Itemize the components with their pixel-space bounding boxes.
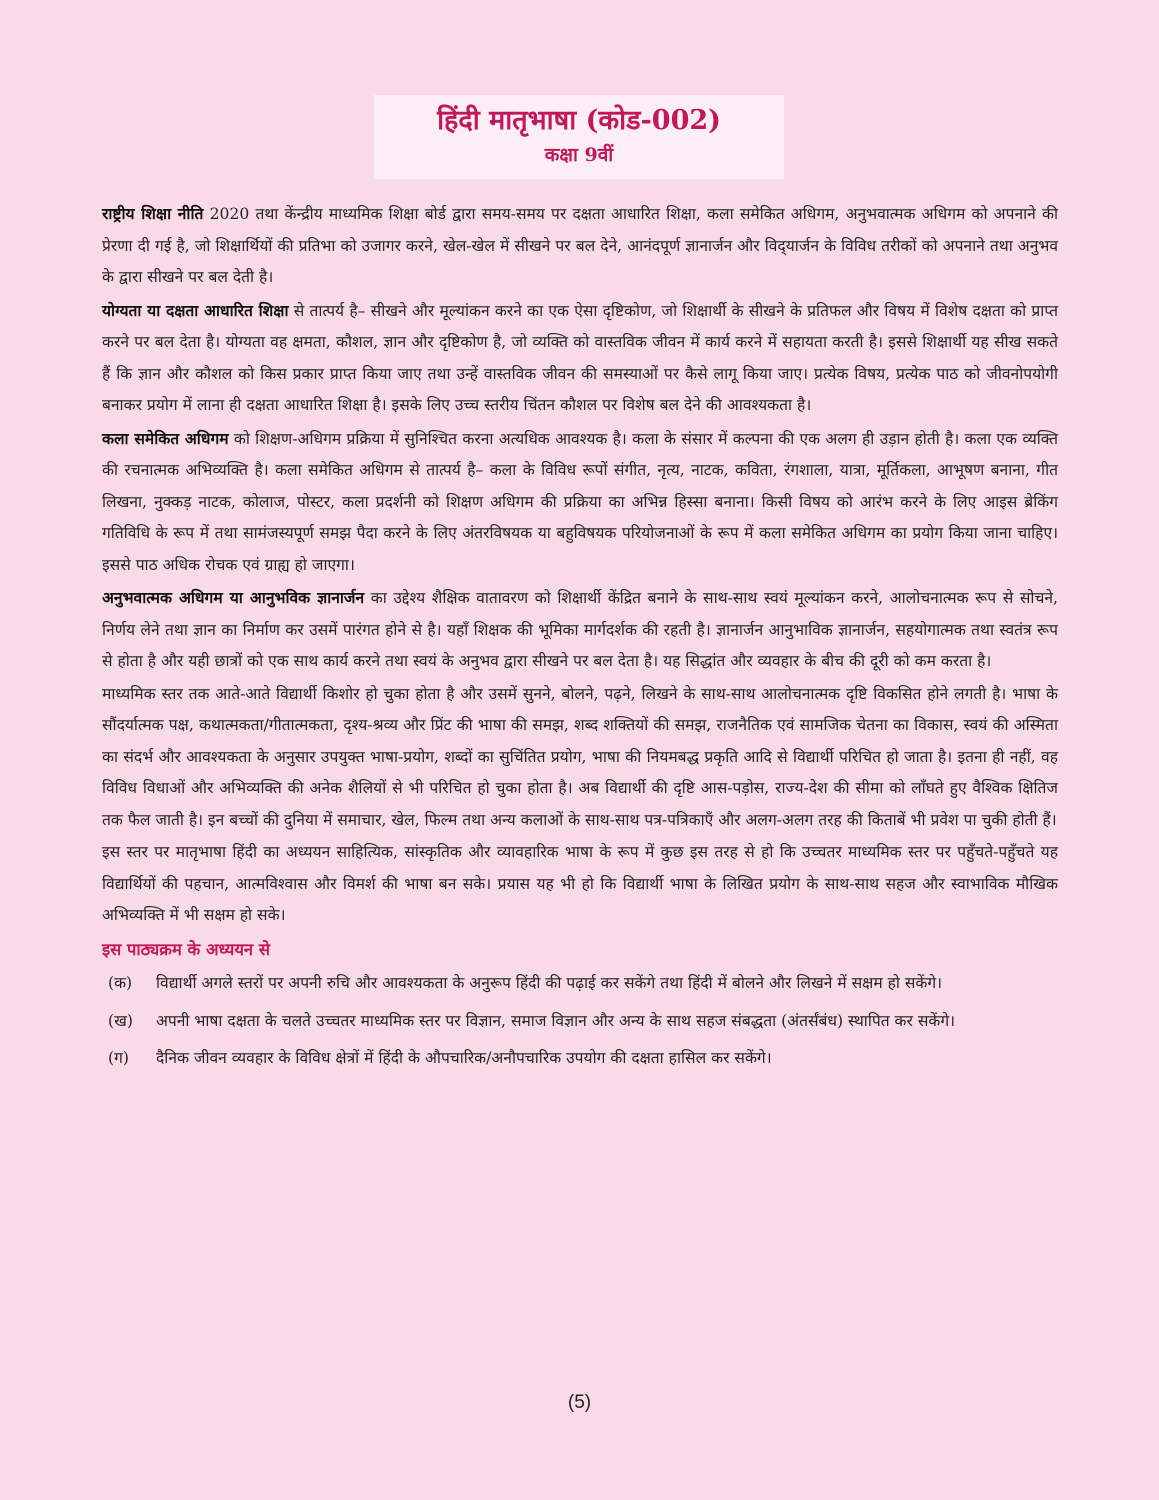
paragraph-nep (102, 198, 1058, 294)
paragraph-experiential (102, 582, 1058, 678)
paragraph-lead: अनुभवात्मक अधिगम या आनुभविक ज्ञानार्जन (102, 588, 365, 607)
document-title: हिंदी मातृभाषा (कोड-002) (437, 105, 721, 136)
objective-marker: (ग) (108, 1049, 129, 1067)
objective-text: दैनिक जीवन व्यवहार के विविध क्षेत्रों में हिंदी के औपचारिक/अनौपचारिक उपयोग की दक्षता हासिल कर सकेंगे। (156, 1049, 772, 1067)
objective-text: अपनी भाषा दक्षता के चलते उच्चतर माध्यमिक स्तर पर विज्ञान, समाज विज्ञान और अन्य के साथ सहज संबद्धता (अंतर्संबंध) स्थापित कर सकेंगे। (156, 1011, 956, 1030)
objective-item (102, 1043, 1058, 1075)
objective-text: विद्यार्थी अगले स्तरों पर अपनी रुचि और आवश्यकता के अनुरूप हिंदी की पढ़ाई कर सकेंगे तथा हिंदी में बोलने और लिखने में सक्षम हो सकेंगे। (156, 974, 943, 992)
paragraph-text: इस स्तर पर मातृभाषा हिंदी का अध्ययन साहित्यिक, सांस्कृतिक और व्यावहारिक भाषा के रूप में कुछ इस तरह से हो कि उच्चतर माध्यमिक स्तर पर पहुँचते-पहुँचते यह विद्यार्थियों की पहचान, आत्मविश्वास और विमर्श की भाषा बन सके। प्रयास यह भी हो कि विद्यार्थी भाषा के लिखित प्रयोग के साथ-साथ सहज और स्वाभाविक मौखिक अभिव्यक्ति में भी सक्षम हो सके। (102, 843, 1058, 924)
paragraph-text: माध्यमिक स्तर तक आते-आते विद्यार्थी किशोर हो चुका होता है और उसमें सुनने, बोलने, पढ़ने, लिखने के साथ-साथ आलोचनात्मक दृष्टि विकसित होने लगती है। भाषा के सौंदर्यात्मक पक्ष, कथात्मकता/गीतात्मकता, दृश्य-श्रव्य और प्रिंट की भाषा की समझ, शब्द शक्तियों की समझ, राजनैतिक एवं सामजिक चेतना का विकास, स्वयं की अस्मिता का संदर्भ और आवश्यकता के अनुसार उपयुक्त भाषा-प्रयोग, शब्दों का सुचिंतित प्रयोग, भाषा की नियमबद्ध प्रकृति आदि से विद्यार्थी परिचित हो जाता है। इतना ही नहीं, वह विविध विधाओं और अभिव्यक्ति की अनेक शैलियों से भी परिचित हो चुका होता है। अब विद्यार्थी की दृष्टि आस-पड़ोस, राज्य-देश की सीमा को लाँघते हुए वैश्विक क्षितिज तक फैल जाती है। इन बच्चों की दुनिया में समाचार, खेल, फिल्म तथा अन्य कलाओं के साथ-साथ पत्र-पत्रिकाएँ और अलग-अलग तरह की किताबें भी प्रवेश पा चुकी होती हैं। (102, 684, 1058, 829)
paragraph-text: 2020 तथा केंन्द्रीय माध्यमिक शिक्षा बोर्ड द्वारा समय-समय पर दक्षता आधारित शिक्षा, कला समेकित अधिगम, अनुभवात्मक अधिगम को अपनाने की प्रेरणा दी गई है, जो शिक्षार्थियों की प्रतिभा को उजागर करने, खेल-खेल में सीखने पर बल देने, आनंदपूर्ण ज्ञानार्जन और विद्‌यार्जन के विविध तरीकों को अपनाने तथा अनुभव के द्वारा सीखने पर बल देती है। (102, 205, 1058, 286)
document-body (102, 198, 1058, 1081)
paragraph-secondary-level (102, 679, 1058, 837)
paragraph-lead: योग्यता या दक्षता आधारित शिक्षा (102, 300, 289, 320)
class-subtitle: कक्षा 9वीं (544, 144, 614, 166)
section-heading: इस पाठ्यक्रम के अध्ययन से (102, 939, 270, 959)
page-number: (5) (567, 1392, 592, 1413)
objective-item (102, 1006, 1058, 1038)
paragraph-text: का उद्देश्य शैक्षिक वातावरण को शिक्षार्थी केंद्रित बनाने के साथ-साथ स्वयं मूल्यांकन करने, आलोचनात्मक रूप से सोचने, निर्णय लेने तथा ज्ञान का निर्माण कर उसमें पारंगत होने से है। यहाँ शिक्षक की भूमिका मार्गदर्शक की रहती है। ज्ञानार्जन आनुभाविक ज्ञानार्जन, सहयोगात्मक तथा स्वतंत्र रूप से होता है और यही छात्रों को एक साथ कार्य करने तथा स्वयं के अनुभव द्वारा सीखने पर बल देता है। यह सिद्धांत और व्यवहार के बीच की दूरी को कम करता है। (102, 589, 1058, 670)
paragraph-text: को शिक्षण-अधिगम प्रक्रिया में सुनिश्चित करना अत्यधिक आवश्यक है। कला के संसार में कल्पना की एक अलग ही उड़ान होती है। कला एक व्यक्ति की रचनात्मक अभिव्यक्ति है। कला समेकित अधिगम से तात्पर्य है– कला के विविध रूपों संगीत, नृत्य, नाटक, कविता, रंगशाला, यात्रा, मूर्तिकला, आभूषण बनाना, गीत लिखना, नुक्कड़ नाटक, कोलाज, पोस्टर, कला प्रदर्शनी को शिक्षण अधिगम की प्रक्रिया का अभिन्न हिस्सा बनाना। किसी विषय को आरंभ करने के लिए आइस ब्रेकिंग गतिविधि के रूप में तथा सामंजस्यपूर्ण समझ पैदा करने के लिए अंतरविषयक या बहुविषयक परियोजनाओं के रूप में कला समेकित अधिगम का प्रयोग किया जाना चाहिए। इससे पाठ अधिक रोचक एवं ग्राह्य हो जाएगा। (102, 429, 1058, 574)
objective-marker: (ख) (108, 1011, 133, 1030)
paragraph-art-integrated (102, 423, 1058, 582)
paragraph-lead: राष्ट्रीय शिक्षा नीति (102, 204, 204, 223)
objective-marker: (क) (108, 974, 133, 992)
paragraph-mother-tongue (102, 837, 1058, 932)
paragraph-text: से तात्पर्य है– सीखने और मूल्यांकन करने का एक ऐसा दृष्टिकोण, जो शिक्षार्थी के सीखने के प्रतिफल और विषय में विशेष दक्षता को प्राप्त करने पर बल देता है। योग्यता वह क्षमता, कौशल, ज्ञान और दृष्टिकोण है, जो व्यक्ति को वास्तविक जीवन में कार्य करने में सहायता करती है। इससे शिक्षार्थी यह सीख सकते हैं कि ज्ञान और कौशल को किस प्रकार प्राप्त किया जाए तथा उन्हें वास्तविक जीवन की समस्याओं पर कैसे लागू किया जाए। प्रत्येक विषय, प्रत्येक पाठ को जीवनोपयोगी बनाकर प्रयोग में लाना ही दक्षता आधारित शिक्षा है। इसके लिए उच्च स्तरीय चिंतन कौशल पर विशेष बल देने की आवश्यकता है। (102, 301, 1059, 414)
paragraph-competency (102, 295, 1058, 422)
paragraph-lead: कला समेकित अधिगम (102, 428, 229, 448)
objective-item (102, 968, 1058, 1000)
title-box (374, 95, 784, 179)
